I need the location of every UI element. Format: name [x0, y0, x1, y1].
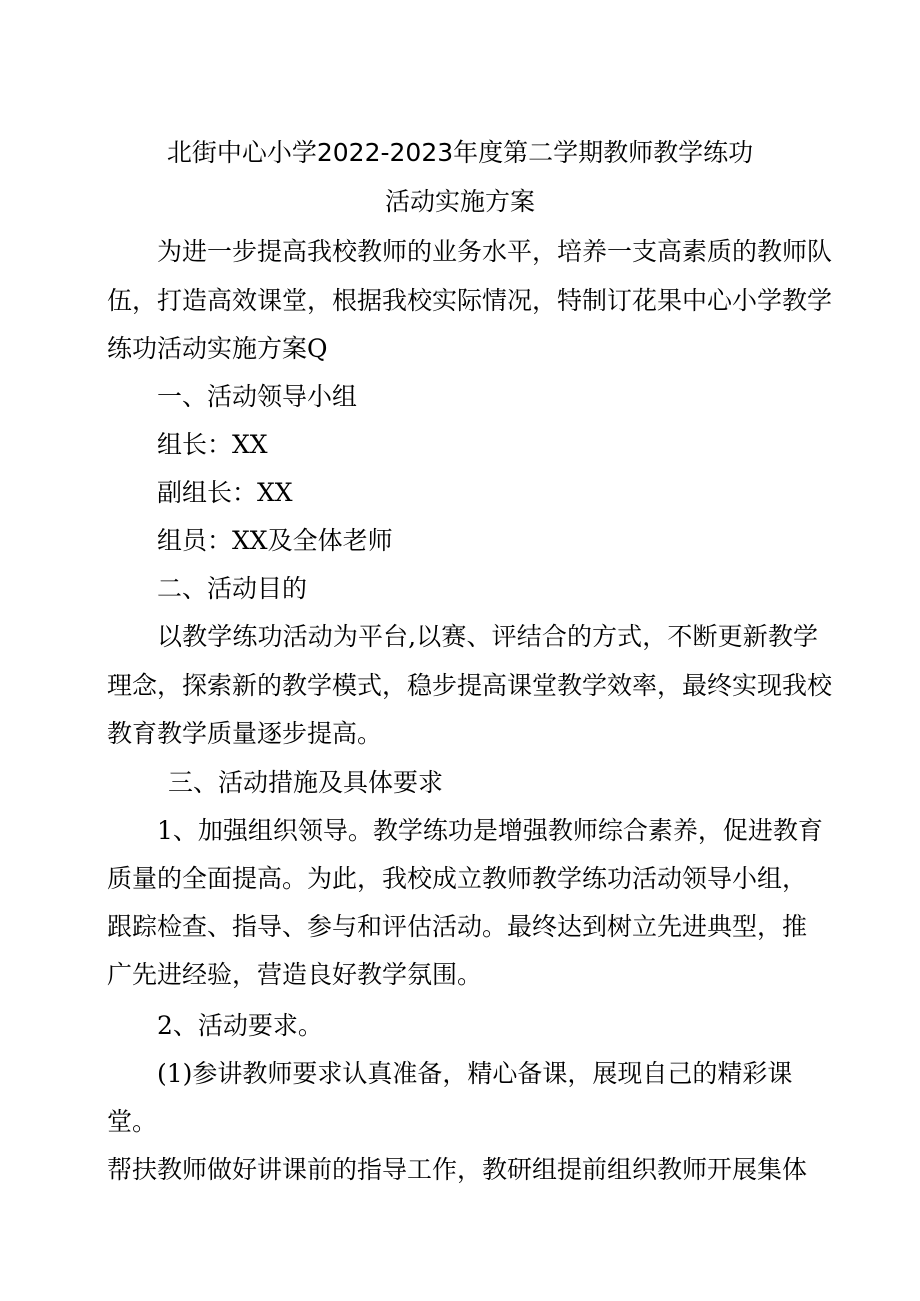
requirement-1-line-2: 堂。: [107, 1107, 158, 1136]
measures-paragraph-line-4: 广先进经验，营造良好教学氛围。: [107, 960, 483, 989]
members-line: 组员：XX及全体老师: [157, 526, 393, 555]
support-paragraph-line-1: 帮扶教师做好讲课前的指导工作，教研组提前组织教师开展集体: [107, 1155, 808, 1184]
deputy-leader-line: 副组长：XX: [157, 478, 293, 507]
measures-paragraph-line-3: 跟踪检查、指导、参与和评估活动。最终达到树立先进典型，推: [107, 912, 808, 941]
leader-line: 组长：XX: [157, 430, 268, 459]
requirements-heading: 2、活动要求。: [157, 1011, 323, 1040]
document-title-line-2: 活动实施方案: [384, 187, 535, 216]
purpose-paragraph-line-3: 教育教学质量逐步提高。: [107, 719, 383, 748]
purpose-paragraph-line-2: 理念，探索新的教学模式，稳步提高课堂教学效率，最终实现我校: [107, 671, 833, 700]
measures-paragraph-line-1: 1、加强组织领导。教学练功是增强教师综合素养，促进教育: [157, 816, 823, 845]
measures-paragraph-line-2: 质量的全面提高。为此，我校成立教师教学练功活动领导小组，: [107, 864, 808, 893]
purpose-paragraph-line-1: 以教学练功活动为平台,以赛、评结合的方式，不断更新教学: [157, 622, 818, 651]
intro-paragraph-line-3: 练功活动实施方案Q: [107, 334, 328, 363]
section-heading-3: 三、活动措施及具体要求: [168, 768, 444, 797]
section-heading-1: 一、活动领导小组: [157, 382, 358, 411]
section-heading-2: 二、活动目的: [157, 574, 308, 603]
document-title-line-1: 北街中心小学2022-2023年度第二学期教师教学练功: [166, 138, 754, 167]
intro-paragraph-line-1: 为进一步提高我校教师的业务水平，培养一支高素质的教师队: [157, 237, 833, 266]
requirement-1-line-1: (1)参讲教师要求认真准备，精心备课，展现自己的精彩课: [157, 1059, 793, 1088]
intro-paragraph-line-2: 伍，打造高效课堂，根据我校实际情况，特制订花果中心小学教学: [107, 286, 833, 315]
